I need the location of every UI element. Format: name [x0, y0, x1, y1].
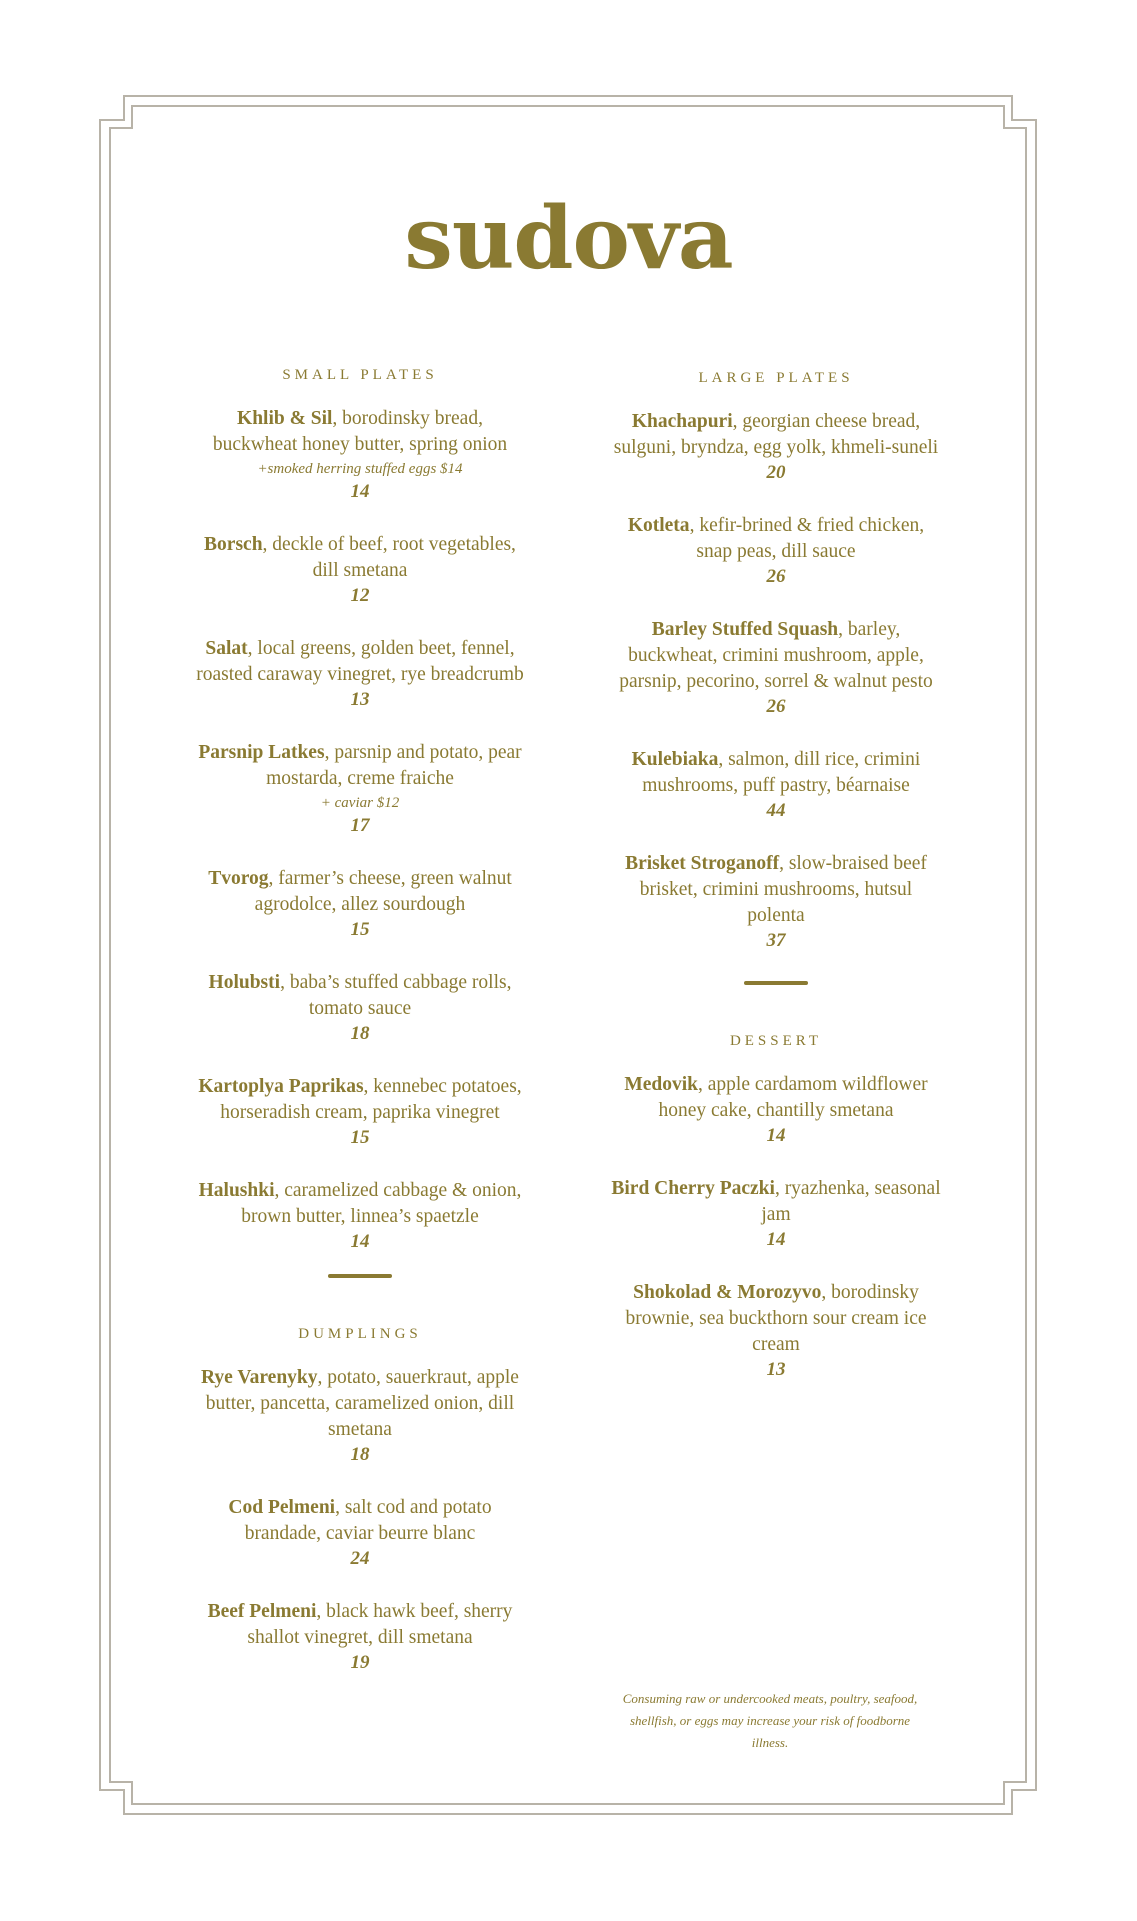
menu-item-text	[611, 409, 941, 461]
dumplings-list	[160, 1365, 560, 1675]
menu-item-text	[195, 1495, 525, 1547]
menu-item-text	[195, 532, 525, 584]
menu-item-price: 37	[766, 930, 786, 951]
large-plates-list	[576, 409, 976, 953]
menu-item-name: Barley Stuffed Squash	[651, 619, 839, 640]
menu-item-text	[195, 406, 525, 458]
menu-item-description: , local greens, golden beet, fennel, roasted caraway vinegret, rye breadcrumb	[196, 638, 524, 685]
section-title-small-plates: SMALL PLATES	[282, 367, 438, 383]
menu-item-price: 12	[350, 585, 370, 606]
menu-item-text	[195, 1074, 525, 1126]
menu-item-description: , borodinsky brownie, sea buckthorn sour cream ice cream	[625, 1282, 927, 1355]
menu-item-description: , parsnip and potato, pear mostarda, creme fraiche	[266, 742, 522, 789]
menu-item-name: Beef Pelmeni	[207, 1601, 317, 1622]
menu-item-addon: +smoked herring stuffed eggs $14	[257, 461, 463, 477]
menu-item-name: Khachapuri	[631, 411, 733, 432]
menu-item-text	[611, 747, 941, 799]
menu-item-description: , caramelized cabbage & onion, brown butter, linnea’s spaetzle	[241, 1180, 522, 1227]
menu-item-price: 15	[350, 1127, 370, 1148]
menu-item-description: , kefir-brined & fried chicken, snap peas, dill sauce	[689, 515, 925, 562]
menu-item-price: 13	[766, 1359, 786, 1380]
menu-item-description: , farmer’s cheese, green walnut agrodolce, allez sourdough	[254, 868, 512, 915]
menu-item-price: 18	[350, 1444, 370, 1465]
menu-item-description: , salmon, dill rice, crimini mushrooms, puff pastry, béarnaise	[642, 749, 921, 796]
menu-item-price: 14	[350, 1231, 370, 1252]
menu-item-price: 15	[350, 919, 370, 940]
menu-item	[195, 1365, 525, 1467]
menu-item-price: 24	[350, 1548, 370, 1569]
menu-item-text	[611, 851, 941, 929]
menu-item-name: Brisket Stroganoff	[625, 853, 780, 874]
menu-item-text	[195, 1178, 525, 1230]
menu-item	[611, 747, 941, 823]
menu-item-price: 17	[350, 815, 370, 836]
menu-item-name: Salat	[205, 638, 248, 659]
menu-item	[611, 409, 941, 485]
menu-item-text	[195, 970, 525, 1022]
menu-item-addon: + caviar $12	[320, 795, 400, 811]
menu-item	[611, 851, 941, 953]
small-plates-list	[160, 406, 560, 1254]
section-title-dumplings: DUMPLINGS	[298, 1326, 422, 1342]
right-column	[576, 370, 976, 1410]
menu-item-name: Bird Cherry Paczki	[611, 1178, 775, 1199]
menu-item-name: Holubsti	[208, 972, 281, 993]
menu-item-price: 14	[766, 1125, 786, 1146]
menu-item-description: , apple cardamom wildflower honey cake, chantilly smetana	[658, 1074, 928, 1121]
menu-item-name: Medovik	[624, 1074, 699, 1095]
menu-item	[195, 970, 525, 1046]
menu-item	[195, 406, 525, 504]
brand-logo: sudova	[404, 188, 733, 289]
menu-item-price: 13	[350, 689, 370, 710]
left-column	[160, 367, 560, 1703]
menu-item	[195, 1599, 525, 1675]
menu-item-description: , georgian cheese bread, sulguni, bryndza, egg yolk, khmeli-suneli	[613, 411, 939, 458]
menu-item-text	[611, 617, 941, 695]
dessert-list	[576, 1072, 976, 1382]
menu-item-name: Cod Pelmeni	[228, 1497, 336, 1518]
menu-item-name: Borsch	[204, 534, 263, 555]
menu-item-description: , borodinsky bread, buckwheat honey butter, spring onion	[212, 408, 508, 455]
menu-item-text	[195, 1599, 525, 1651]
menu-item-name: Tvorog	[208, 868, 269, 889]
section-title-dessert: DESSERT	[729, 1033, 823, 1049]
menu-item-price: 18	[350, 1023, 370, 1044]
section-divider	[744, 981, 808, 985]
menu-item-description: , barley, buckwheat, crimini mushroom, apple, parsnip, pecorino, sorrel & walnut pesto	[619, 619, 933, 692]
menu-item-price: 19	[350, 1652, 370, 1673]
menu-item-name: Khlib & Sil	[237, 408, 333, 429]
menu-item-price: 26	[766, 696, 786, 717]
menu-item	[195, 532, 525, 608]
menu-item-name: Rye Varenyky	[201, 1367, 318, 1388]
section-divider	[328, 1274, 392, 1278]
menu-item	[195, 1074, 525, 1150]
menu-item-description: , baba’s stuffed cabbage rolls, tomato sauce	[280, 972, 512, 1019]
menu-item	[611, 513, 941, 589]
menu-item-name: Kulebiaka	[631, 749, 719, 770]
menu-item-text	[611, 1072, 941, 1124]
menu-item	[611, 1072, 941, 1148]
menu-item-name: Shokolad & Morozyvo	[633, 1282, 822, 1303]
menu-item	[195, 740, 525, 838]
menu-item-text	[611, 1176, 941, 1228]
menu-item-name: Parsnip Latkes	[198, 742, 325, 763]
menu-item	[195, 1178, 525, 1254]
menu-item-price: 14	[766, 1229, 786, 1250]
menu-item	[195, 636, 525, 712]
menu-item-description: , ryazhenka, seasonal jam	[761, 1178, 941, 1225]
menu-item	[611, 1280, 941, 1382]
menu-item	[195, 1495, 525, 1571]
menu-item-description: , slow-braised beef brisket, crimini mushrooms, hutsul polenta	[639, 853, 927, 926]
menu-item-text	[611, 513, 941, 565]
menu-item-description: , deckle of beef, root vegetables, dill smetana	[262, 534, 516, 581]
menu-item-price: 44	[766, 800, 786, 821]
food-safety-notice: Consuming raw or undercooked meats, poultry, seafood, shellfish, or eggs may increase your risk of foodborne illness.	[622, 1691, 918, 1750]
menu-item	[611, 1176, 941, 1252]
menu-item-price: 20	[766, 462, 786, 483]
menu-item-description: , kennebec potatoes, horseradish cream, paprika vinegret	[220, 1076, 522, 1123]
menu-item-text	[611, 1280, 941, 1358]
menu-item-text	[195, 740, 525, 792]
menu-item-price: 26	[766, 566, 786, 587]
menu-item-name: Kartoplya Paprikas	[198, 1076, 364, 1097]
menu-item-text	[195, 636, 525, 688]
menu-item	[195, 866, 525, 942]
menu-item-description: , potato, sauerkraut, apple butter, pancetta, caramelized onion, dill smetana	[205, 1367, 519, 1440]
menu-item-text	[195, 1365, 525, 1443]
menu-item-name: Halushki	[198, 1180, 275, 1201]
menu-item	[611, 617, 941, 719]
section-title-large-plates: LARGE PLATES	[698, 370, 854, 386]
menu-item-description: , black hawk beef, sherry shallot vinegret, dill smetana	[247, 1601, 513, 1648]
menu-item-text	[195, 866, 525, 918]
menu-item-description: , salt cod and potato brandade, caviar beurre blanc	[244, 1497, 492, 1544]
menu-item-price: 14	[350, 481, 370, 502]
menu-item-name: Kotleta	[627, 515, 690, 536]
